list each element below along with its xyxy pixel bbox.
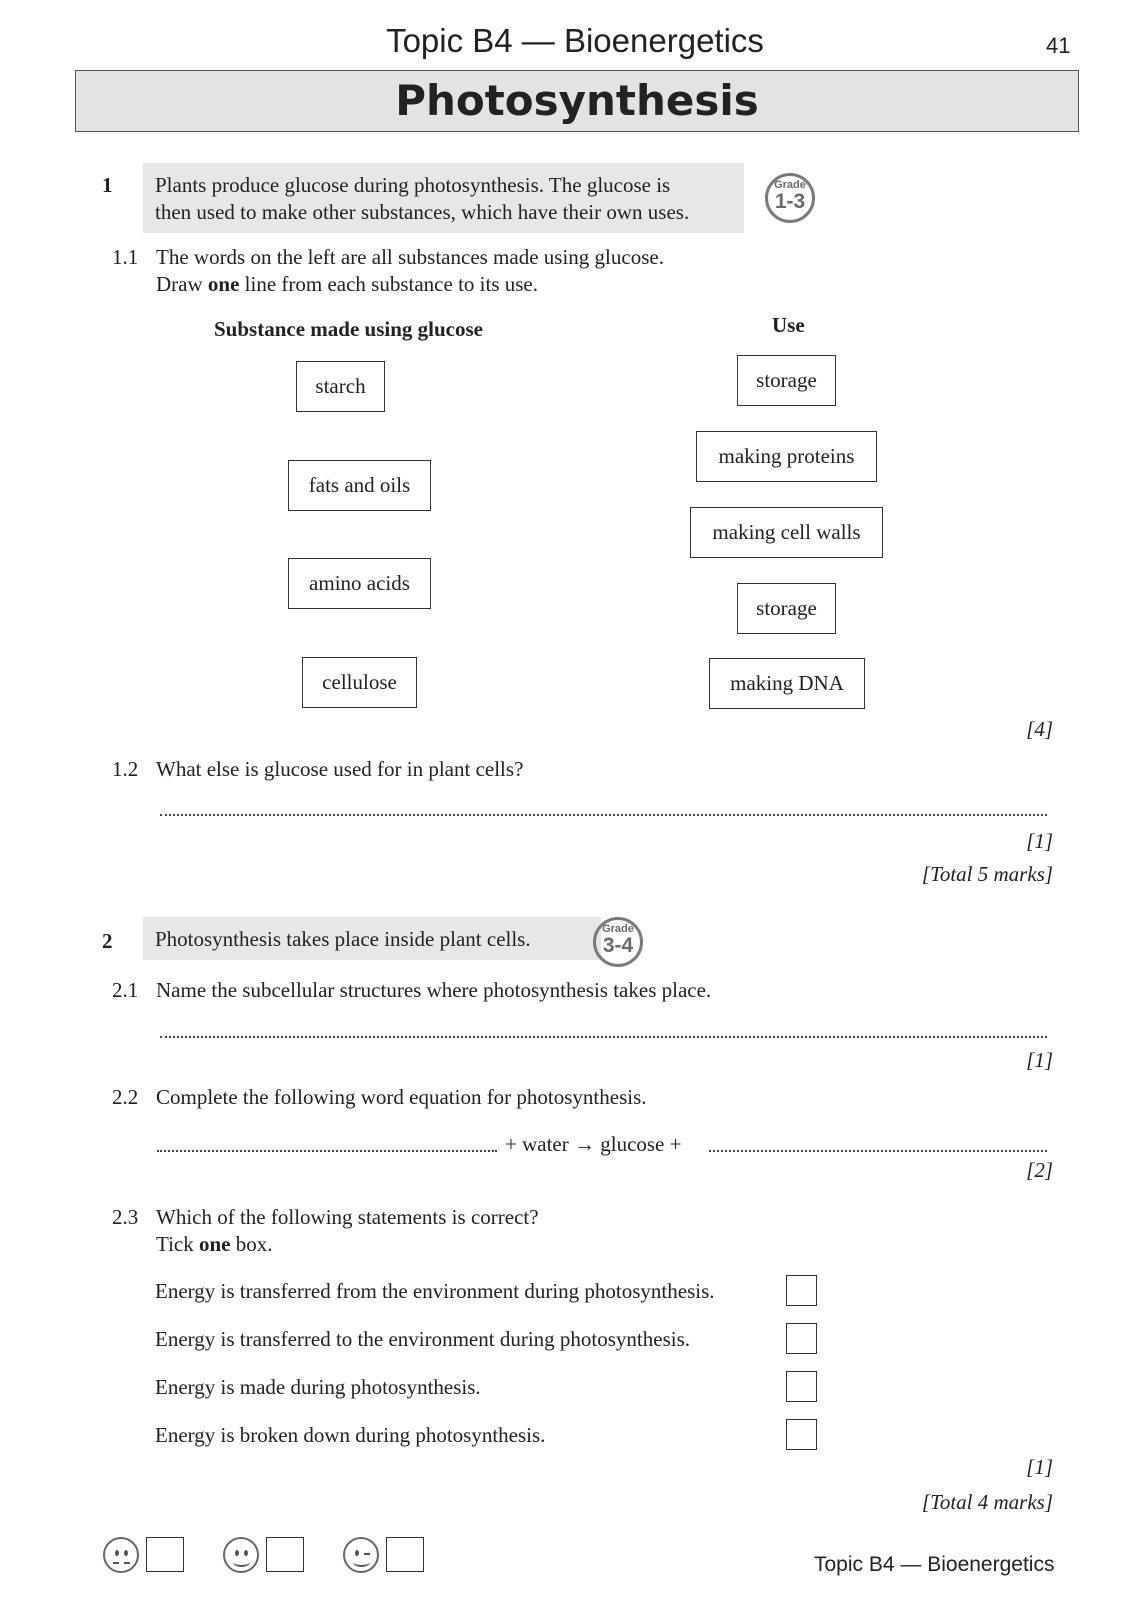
- part-1-2-number: 1.2: [112, 757, 139, 781]
- part-1-1-number: 1.1: [112, 245, 139, 269]
- part-2-1-number: 2.1: [112, 978, 139, 1002]
- option-4-label: Energy is broken down during photosynthesis.: [155, 1423, 546, 1447]
- part-2-3-marks: [1]: [1026, 1455, 1053, 1479]
- instruction-post: box.: [230, 1232, 273, 1256]
- answer-line-1-2[interactable]: [160, 814, 1047, 816]
- substance-box-fats-and-oils[interactable]: fats and oils: [288, 460, 431, 511]
- option-2-tick-box[interactable]: [786, 1323, 817, 1354]
- substance-box-amino-acids[interactable]: amino acids: [288, 558, 431, 609]
- grade-badge-value: 1-3: [774, 190, 806, 213]
- grade-badge-label: Grade: [774, 179, 806, 191]
- equation-blank-reactant[interactable]: [157, 1150, 497, 1152]
- substance-box-starch[interactable]: starch: [296, 361, 385, 412]
- part-2-2-question: Complete the following word equation for photosynthesis.: [156, 1085, 647, 1109]
- grade-badge-label: Grade: [602, 923, 634, 935]
- use-box-storage-2[interactable]: storage: [737, 583, 836, 634]
- use-box-storage-1[interactable]: storage: [737, 355, 836, 406]
- right-column-header: Use: [772, 313, 805, 337]
- substance-box-cellulose[interactable]: cellulose: [302, 657, 417, 708]
- part-2-3-question: Which of the following statements is correct?: [156, 1205, 539, 1229]
- part-1-1-line-2-pre: Draw: [156, 272, 208, 296]
- part-1-2-question: What else is glucose used for in plant cells?: [156, 757, 524, 781]
- grade-badge-2: [593, 917, 643, 967]
- self-assess-box-1[interactable]: [146, 1537, 184, 1572]
- use-box-making-proteins[interactable]: making proteins: [696, 431, 877, 482]
- footer-topic: Topic B4 — Bioenergetics: [814, 1553, 1055, 1576]
- word-equation-middle: + water → glucose +: [505, 1132, 682, 1156]
- question-2-total: [Total 4 marks]: [921, 1490, 1053, 1514]
- option-2-label: Energy is transferred to the environment during photosynthesis.: [155, 1327, 691, 1351]
- left-column-header: Substance made using glucose: [214, 317, 483, 341]
- part-2-3-number: 2.3: [112, 1205, 139, 1229]
- option-1-label: Energy is transferred from the environment during photosynthesis.: [155, 1279, 715, 1303]
- question-1-intro-line-2: then used to make other substances, which have their own uses.: [155, 200, 690, 224]
- self-assess-box-2[interactable]: [266, 1537, 304, 1572]
- part-2-2-number: 2.2: [112, 1085, 139, 1109]
- wink-face-icon: [343, 1537, 379, 1573]
- grade-badge-1: [765, 173, 815, 223]
- equation-blank-product[interactable]: [709, 1150, 1047, 1152]
- part-2-1-marks: [1]: [1026, 1048, 1053, 1072]
- question-1-number: 1: [102, 173, 113, 197]
- unsure-face-icon: [103, 1537, 139, 1573]
- page-number: 41: [1046, 33, 1071, 58]
- question-1-intro: [143, 163, 744, 233]
- part-1-2-marks: [1]: [1026, 829, 1053, 853]
- option-1-tick-box[interactable]: [786, 1275, 817, 1306]
- use-box-making-cell-walls[interactable]: making cell walls: [690, 507, 883, 558]
- part-1-1-line-2: [156, 271, 538, 298]
- question-2-intro: Photosynthesis takes place inside plant cells.: [143, 917, 601, 960]
- instruction-bold: one: [199, 1232, 231, 1256]
- instruction-pre: Tick: [156, 1232, 199, 1256]
- option-3-label: Energy is made during photosynthesis.: [155, 1375, 481, 1399]
- use-box-making-dna[interactable]: making DNA: [709, 658, 865, 709]
- part-2-3-instruction: [156, 1231, 273, 1258]
- part-1-1-line-2-post: line from each substance to its use.: [239, 272, 538, 296]
- part-1-1-line-1: The words on the left are all substances made using glucose.: [156, 245, 664, 269]
- part-2-2-marks: [2]: [1026, 1158, 1053, 1182]
- part-1-1-line-2-bold: one: [207, 272, 240, 296]
- option-4-tick-box[interactable]: [786, 1419, 817, 1450]
- question-1-intro-line-1: Plants produce glucose during photosynthesis. The glucose is: [155, 173, 671, 197]
- option-3-tick-box[interactable]: [786, 1371, 817, 1402]
- grade-badge-value: 3-4: [602, 934, 634, 957]
- smile-face-icon: [223, 1537, 259, 1573]
- question-1-total: [Total 5 marks]: [921, 862, 1053, 886]
- answer-line-2-1[interactable]: [160, 1036, 1047, 1038]
- part-2-1-question: Name the subcellular structures where photosynthesis takes place.: [156, 978, 712, 1002]
- part-1-1-marks: [4]: [1026, 717, 1053, 741]
- topic-title: Topic B4 — Bioenergetics: [386, 22, 764, 59]
- question-2-number: 2: [102, 929, 113, 953]
- self-assess-box-3[interactable]: [386, 1537, 424, 1572]
- page-title-banner: Photosynthesis: [75, 70, 1079, 132]
